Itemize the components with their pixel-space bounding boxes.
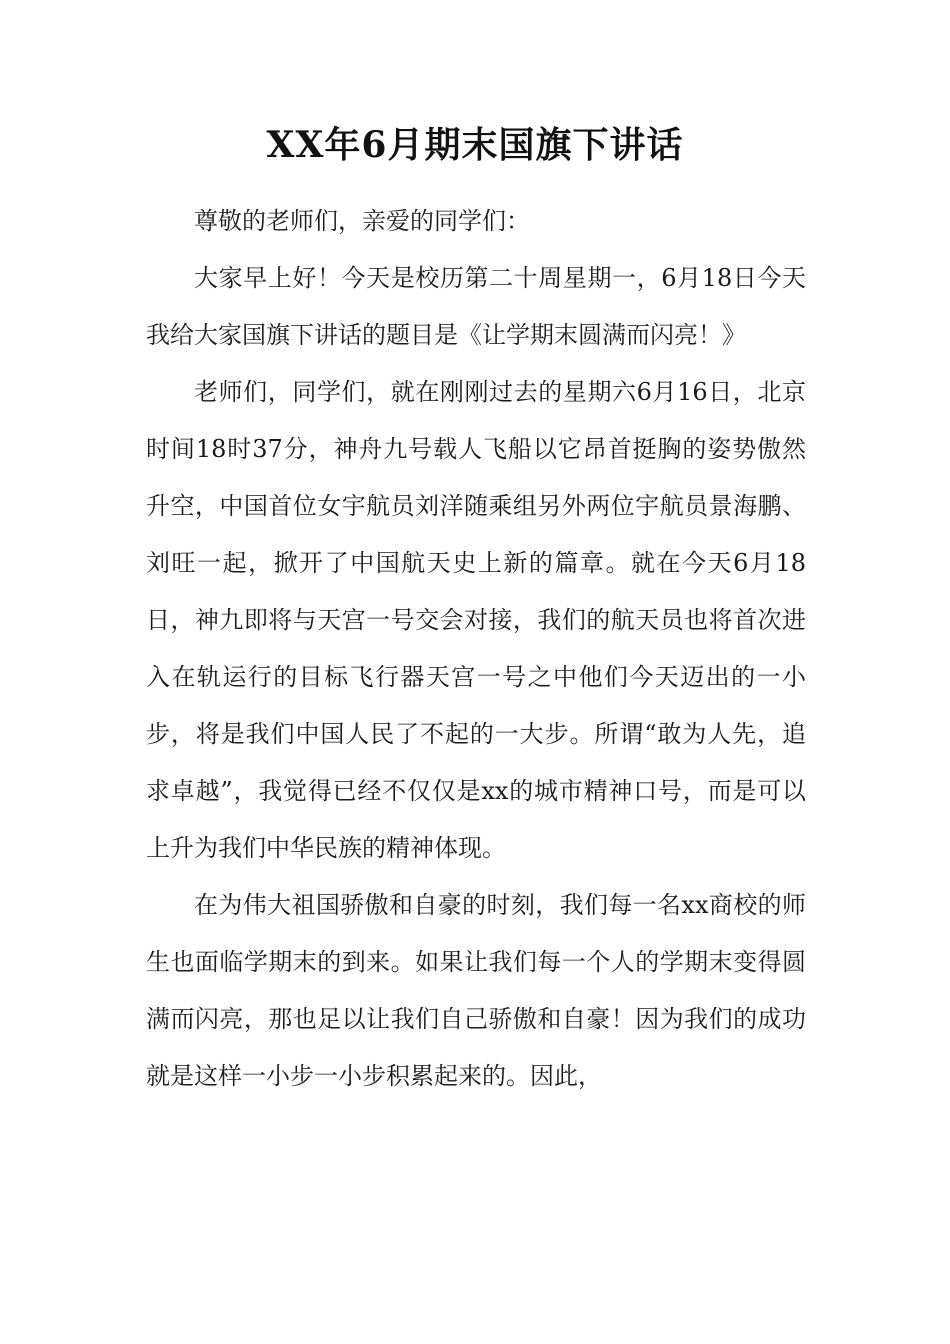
document-title: XX年6月期末国旗下讲话 bbox=[266, 124, 684, 166]
paragraph-salutation: 尊敬的老师们，亲爱的同学们： bbox=[194, 207, 530, 235]
document-body bbox=[146, 193, 806, 1105]
paragraph-shenzhou: 老师们，同学们，就在刚刚过去的星期六6月16日，北京时间18时37分，神舟九号载人飞船以它昂首挺胸的姿势傲然升空，中国首位女宇航员刘洋随乘组另外两位宇航员景海鹏、刘旺一起，掀开了中国航天史上新的篇章。就在今天6月18日，神九即将与天宫一号交会对接，我们的航天员也将首次进入在轨运行的目标飞行器天宫一号之中他们今天迈出的一小步，将是我们中国人民了不起的一大步。所谓“敢为人先，追求卓越”，我觉得已经不仅仅是xx的城市精神口号，而是可以上升为我们中华民族的精神体现。 bbox=[146, 378, 806, 862]
paragraph-term-end: 在为伟大祖国骄傲和自豪的时刻，我们每一名xx商校的师生也面临学期末的到来。如果让我们每一个人的学期末变得圆满而闪亮，那也足以让我们自己骄傲和自豪！因为我们的成功就是这样一小步一小步积累起来的。因此， bbox=[146, 891, 806, 1090]
paragraph-greeting: 大家早上好！今天是校历第二十周星期一，6月18日今天我给大家国旗下讲话的题目是《让学期末圆满而闪亮！》 bbox=[146, 264, 806, 349]
